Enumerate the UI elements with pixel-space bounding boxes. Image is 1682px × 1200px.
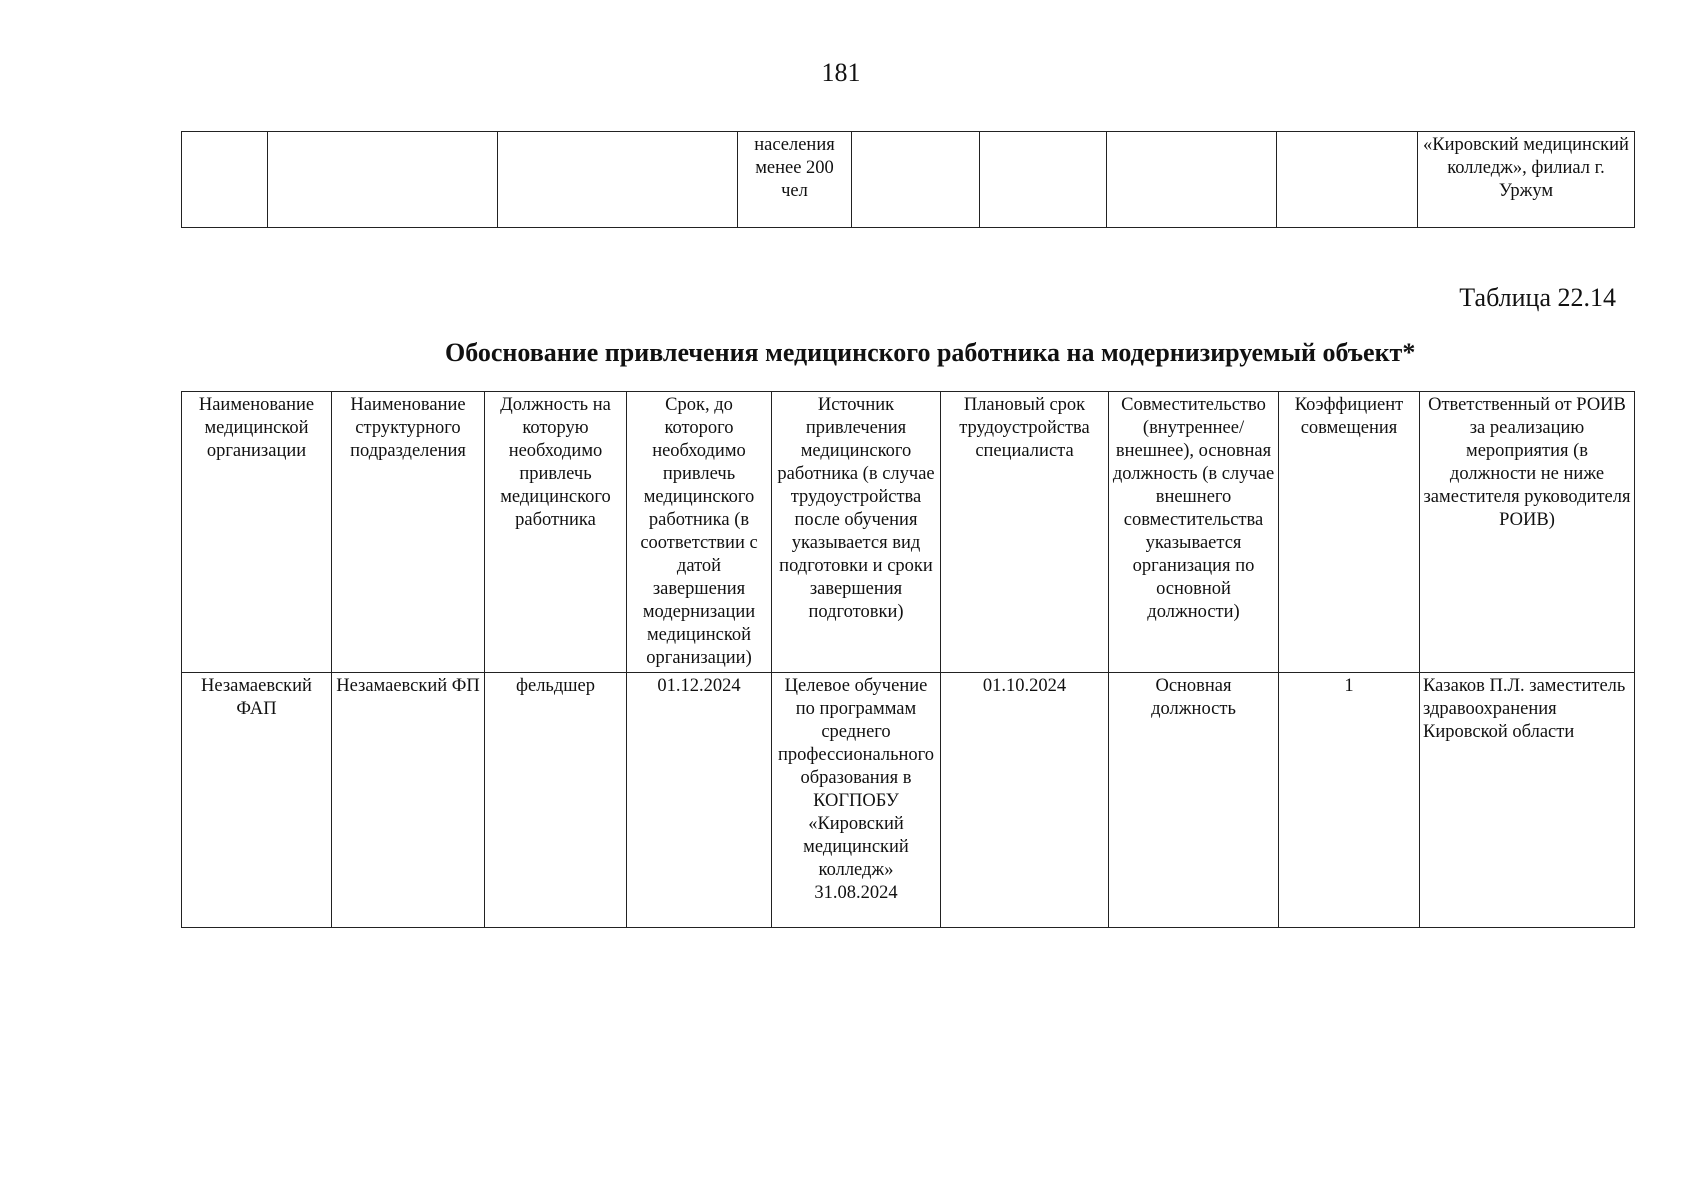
table-header-row [182, 392, 1635, 673]
table-cell: «Кировский медицинский колледж», филиал г. Уржум [1418, 132, 1635, 228]
table-cell: населения менее 200 чел [738, 132, 852, 228]
column-header: Плановый срок трудоустройства специалиста [941, 392, 1109, 673]
column-header: Совместительство (внутреннее/внешнее), основная должность (в случае внешнего совместительства указывается организация по основной должности) [1109, 392, 1279, 673]
table-cell: Незамаевский ФАП [182, 673, 332, 928]
column-header: Ответственный от РОИВ за реализацию мероприятия (в должности не ниже заместителя руководителя РОИВ) [1420, 392, 1635, 673]
column-header: Наименование медицинской организации [182, 392, 332, 673]
table-cell: 01.12.2024 [627, 673, 772, 928]
table-cell [1277, 132, 1418, 228]
table-cell: фельдшер [485, 673, 627, 928]
table-cell: Незамаевский ФП [332, 673, 485, 928]
table-cell [1107, 132, 1277, 228]
table-cell [498, 132, 738, 228]
table-cell [980, 132, 1107, 228]
table-title: Обоснование привлечения медицинского работника на модернизируемый объект* [445, 338, 1416, 367]
column-header: Срок, до которого необходимо привлечь медицинского работника (в соответствии с датой завершения модернизации медицинской организации) [627, 392, 772, 673]
table-cell: Основная должность [1109, 673, 1279, 928]
table-cell: 01.10.2024 [941, 673, 1109, 928]
table-number: Таблица 22.14 [1459, 283, 1616, 312]
continued-table-fragment [181, 131, 1635, 228]
column-header: Источник привлечения медицинского работника (в случае трудоустройства после обучения указывается вид подготовки и сроки завершения подготовки) [772, 392, 941, 673]
table-cell [182, 132, 268, 228]
page-number: 181 [821, 58, 861, 87]
table-row [182, 132, 1635, 228]
table-cell: 1 [1279, 673, 1420, 928]
table-cell [268, 132, 498, 228]
main-table [181, 391, 1635, 928]
column-header: Коэффициент совмещения [1279, 392, 1420, 673]
table-cell [852, 132, 980, 228]
column-header: Должность на которую необходимо привлечь медицинского работника [485, 392, 627, 673]
table-cell: Казаков П.Л. заместитель здравоохранения Кировской области [1420, 673, 1635, 928]
table-row [182, 673, 1635, 928]
table-cell: Целевое обучение по программам среднего профессионального образования в КОГПОБУ «Кировский медицинский колледж» 31.08.2024 [772, 673, 941, 928]
column-header: Наименование структурного подразделения [332, 392, 485, 673]
